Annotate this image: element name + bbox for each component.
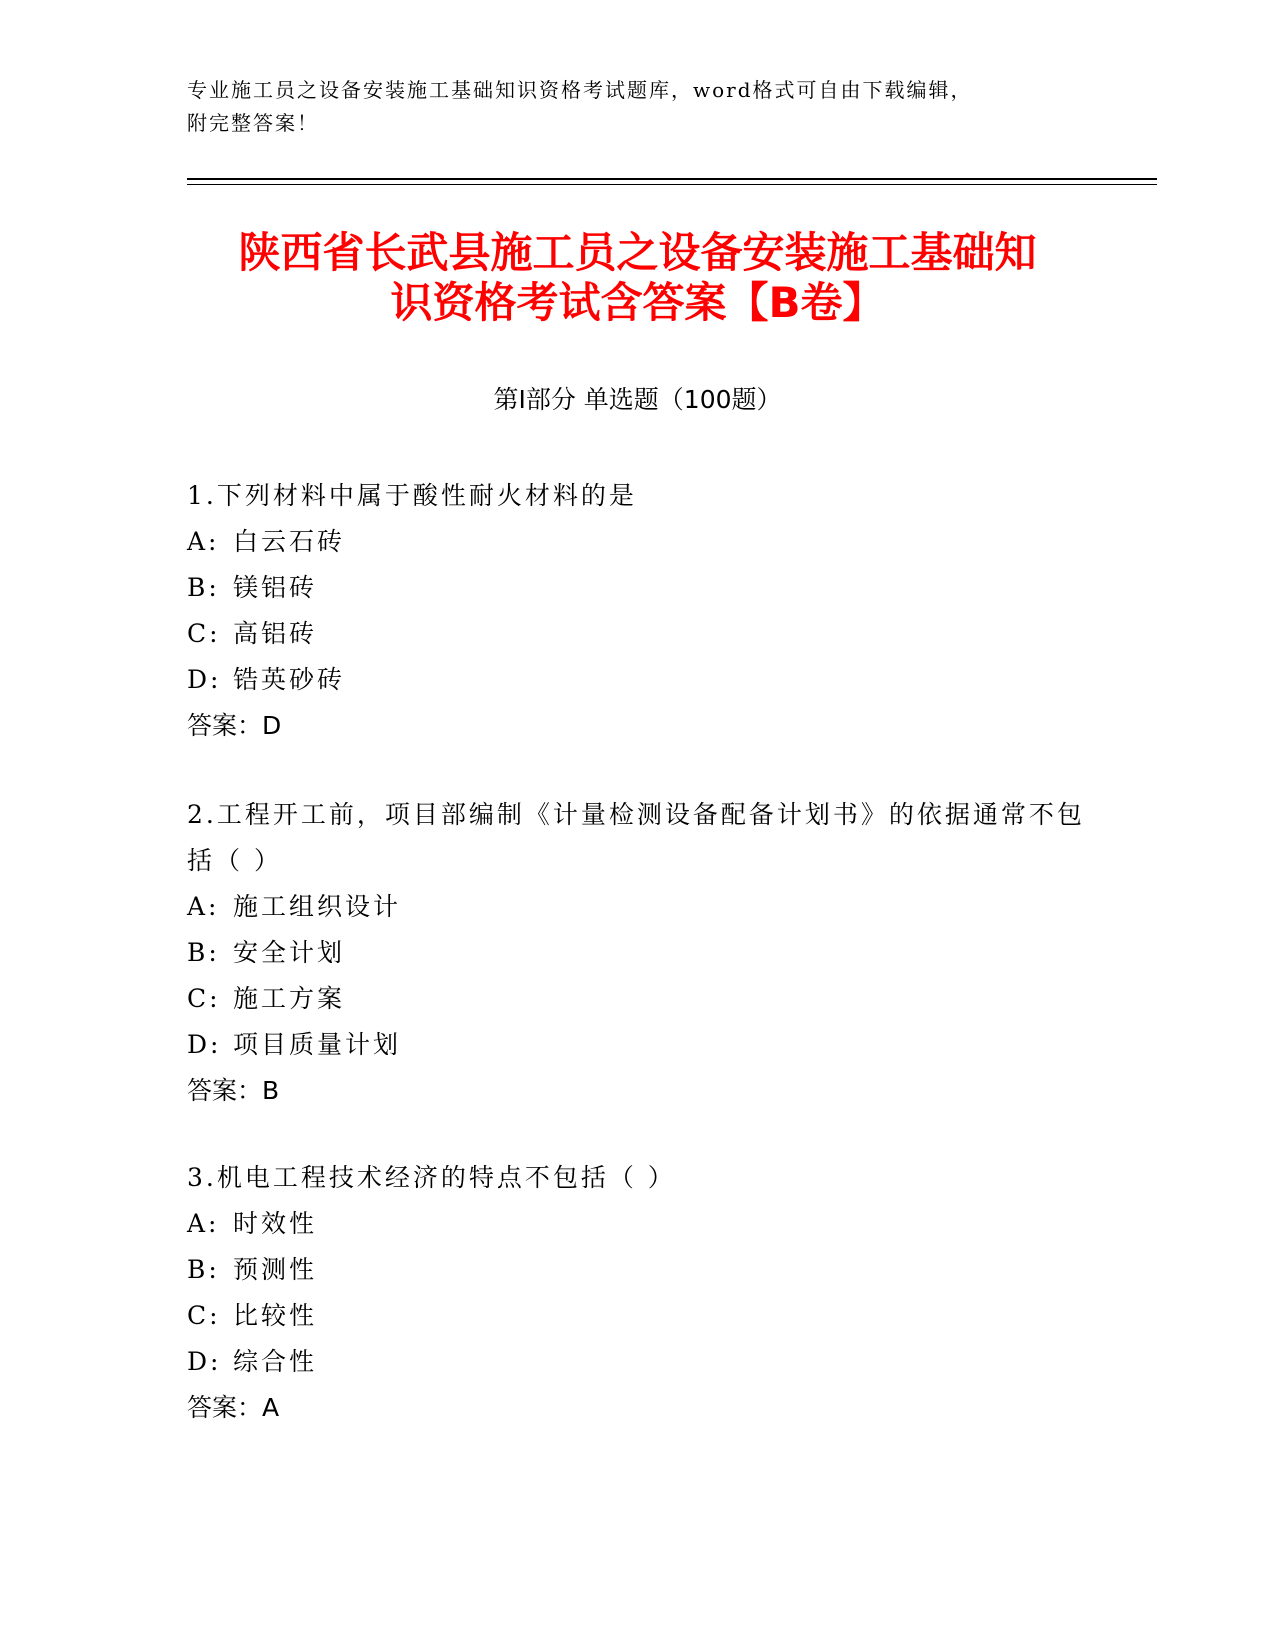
option-text: 锆英砂砖 [233,665,346,694]
question-number: 1. [187,481,217,510]
option-text: 高铝砖 [233,619,318,648]
option-text: 镁铝砖 [233,573,318,602]
option-letter: C: [187,984,221,1013]
question-number: 2. [187,800,217,829]
question-text: 工程开工前，项目部编制《计量检测设备配备计划书》的依据通常不包括（ ） [187,800,1085,875]
option-letter: B: [187,938,220,967]
header-divider-thick [187,178,1157,180]
option-text: 项目质量计划 [233,1030,402,1059]
question-stem [187,792,1087,884]
intro-line-2: 附完整答案！ [187,111,319,135]
title-line-2: 识资格考试含答案【B卷】 [390,278,885,327]
answer-line: 答案：B [187,1076,280,1105]
answer-line: 答案：A [187,1393,280,1422]
option-d [187,1022,1087,1068]
option-b [187,1247,1087,1293]
option-b [187,930,1087,976]
option-a [187,1201,1087,1247]
option-text: 施工方案 [233,984,346,1013]
option-letter: A: [187,892,220,921]
option-d [187,1339,1087,1385]
option-letter: D: [187,1347,222,1376]
option-c [187,1293,1087,1339]
title-line-1: 陕西省长武县施工员之设备安装施工基础知 [238,228,1037,277]
option-b [187,565,1087,611]
option-c [187,976,1087,1022]
option-letter: B: [187,573,220,602]
option-text: 预测性 [233,1255,318,1284]
answer-line: 答案：D [187,711,282,740]
option-d [187,657,1087,703]
question-2 [187,792,1087,1114]
question-text: 下列材料中属于酸性耐火材料的是 [216,481,637,510]
header-divider-thin [187,184,1157,185]
option-letter: A: [187,1209,220,1238]
option-text: 安全计划 [233,938,346,967]
option-letter: D: [187,1030,222,1059]
option-letter: C: [187,619,221,648]
option-text: 施工组织设计 [233,892,402,921]
question-stem [187,473,1087,519]
document-title [0,228,1275,328]
question-stem [187,1155,1087,1201]
question-text: 机电工程技术经济的特点不包括（ ） [216,1163,676,1192]
option-text: 综合性 [233,1347,318,1376]
option-text: 时效性 [233,1209,318,1238]
question-number: 3. [187,1163,217,1192]
intro-text [187,74,1087,140]
option-letter: D: [187,665,222,694]
intro-line-1: 专业施工员之设备安装施工基础知识资格考试题库，word格式可自由下载编辑， [187,78,973,102]
option-c [187,611,1087,657]
option-letter: B: [187,1255,220,1284]
option-text: 比较性 [233,1301,318,1330]
section-heading: 第Ⅰ部分 单选题（100题） [493,385,782,414]
option-letter: C: [187,1301,221,1330]
question-1 [187,473,1087,749]
option-letter: A: [187,527,220,556]
question-3 [187,1155,1087,1431]
option-a [187,884,1087,930]
option-a [187,519,1087,565]
option-text: 白云石砖 [233,527,346,556]
